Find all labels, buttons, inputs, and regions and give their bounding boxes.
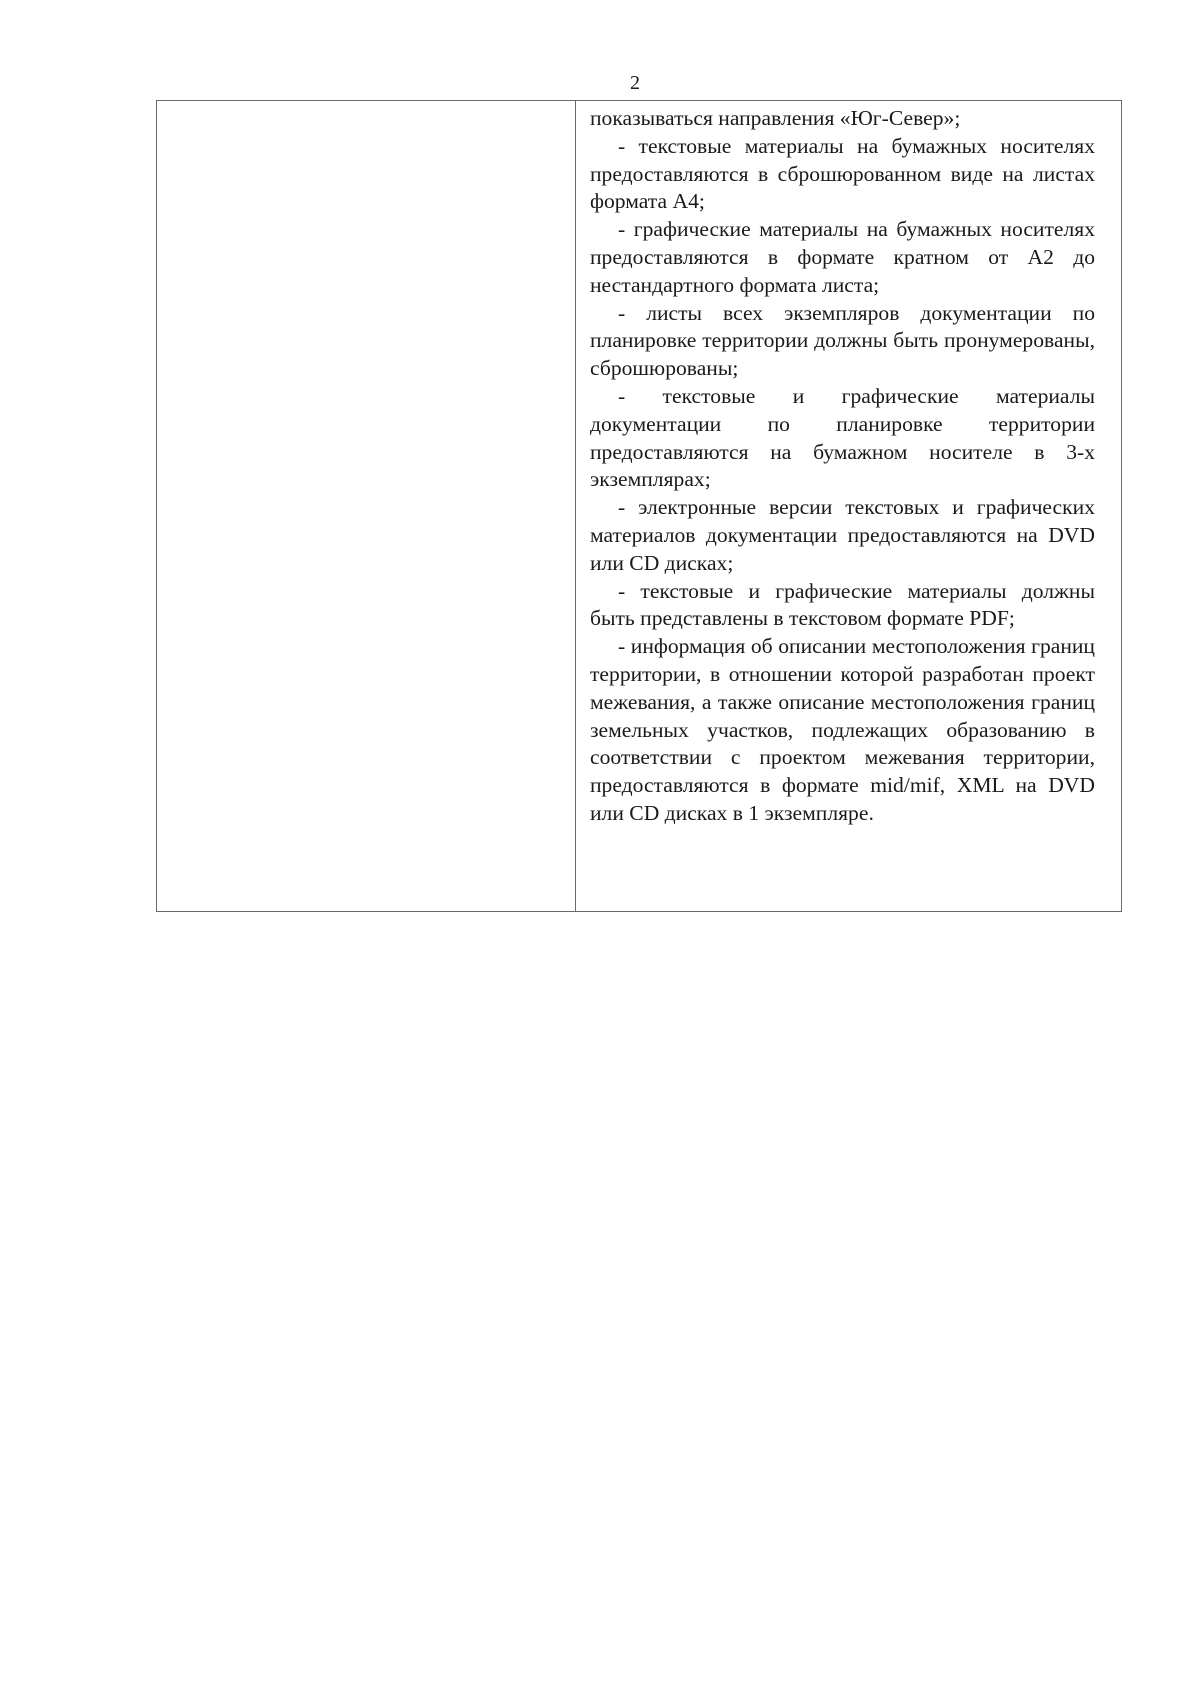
paragraph-boundary-info: - информация об описании местоположения границ территории, в отношении которой разработан проект межевания, а также описание местоположения границ земельных участков, подлежащих образованию в соответствии с проектом межевания территории, предоставляются в формате mid/mif, XML на DVD или CD дисках в 1 экземпляре. bbox=[590, 634, 1095, 825]
paragraph-graphic-materials-format: - графические материалы на бумажных носителях предоставляются в формате кратном от А2 до нестандартного формата листа; bbox=[590, 217, 1095, 297]
paragraph-electronic-versions: - электронные версии текстовых и графических материалов документации предоставляются на DVD или CD дисках; bbox=[590, 495, 1095, 575]
paragraph-pdf-format: - текстовые и графические материалы должны быть представлены в текстовом формате PDF; bbox=[590, 578, 1095, 631]
requirements-table bbox=[156, 100, 1122, 912]
requirements-text bbox=[576, 101, 1121, 828]
paragraph-continuation: показываться направления «Юг-Север»; bbox=[590, 106, 961, 130]
table-row bbox=[157, 101, 1122, 912]
page-number: 2 bbox=[630, 72, 640, 94]
table-cell-left bbox=[157, 101, 576, 912]
table-cell-right bbox=[576, 101, 1122, 912]
paragraph-paper-copies: - текстовые и графические материалы документации по планировке территории предоставляются на бумажном носителе в 3-х экземплярах; bbox=[590, 383, 1095, 492]
paragraph-text-materials-format: - текстовые материалы на бумажных носителях предоставляются в сброшюрованном виде на листах формата А4; bbox=[590, 133, 1095, 214]
paragraph-sheet-numbering: - листы всех экземпляров документации по планировке территории должны быть пронумерованы, сброшюрованы; bbox=[590, 300, 1095, 381]
